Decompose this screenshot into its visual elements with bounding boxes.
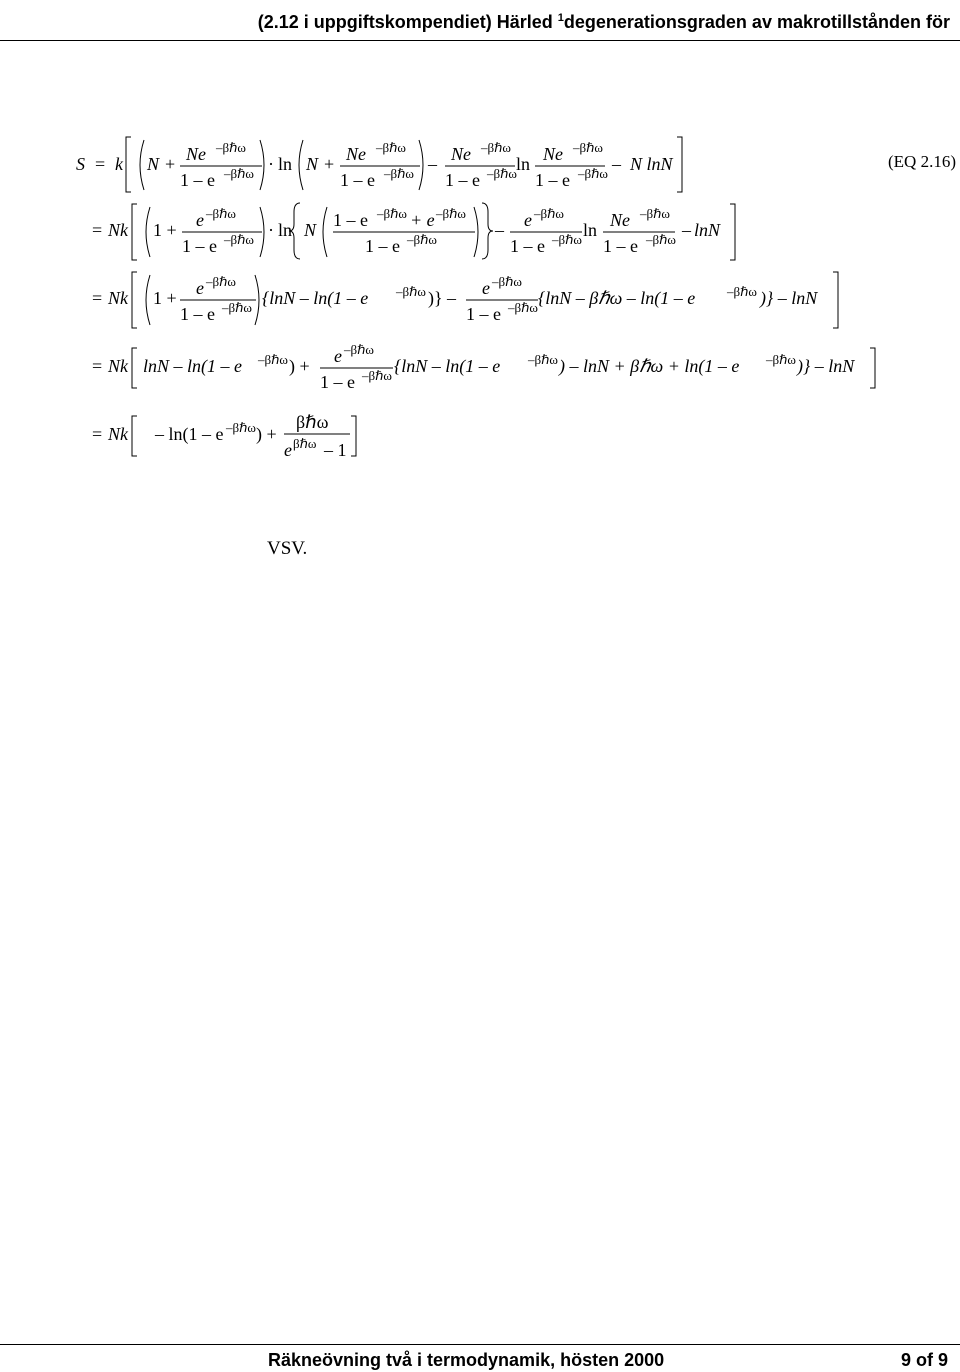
minus-sign: – — [447, 288, 456, 308]
header-suffix: degenerationsgraden av makrotillstånden för — [563, 12, 950, 32]
left-paren — [299, 140, 303, 190]
equation-line-4 — [92, 342, 875, 392]
plus-sign: + — [165, 154, 176, 174]
factor-Nk: Nk — [108, 424, 128, 444]
exponent: –βℏω — [384, 166, 414, 181]
fraction-denominator: 1 – e — [510, 236, 545, 256]
left-bracket — [126, 137, 131, 192]
factor-Nk: Nk — [108, 220, 128, 240]
exponent: –βℏω — [226, 420, 256, 435]
exponent: –βℏω — [552, 232, 582, 247]
page-number: 9 of 9 — [900, 1350, 948, 1370]
exponent: –βℏω — [487, 166, 517, 181]
exponent: –βℏω — [377, 206, 407, 221]
fraction-numerator: Ne — [451, 144, 471, 164]
exponent: –βℏω — [206, 274, 236, 289]
ln-n: lnN — [694, 220, 721, 240]
minus-sign: – — [495, 220, 504, 240]
expression-part: {lnN – ln(1 – e — [394, 356, 501, 376]
ln-operator: ln — [583, 220, 598, 240]
right-brace — [482, 203, 493, 259]
right-bracket — [833, 272, 838, 328]
equation-line-5 — [92, 412, 356, 460]
factor-Nk: Nk — [108, 288, 128, 308]
right-paren — [260, 140, 264, 190]
expression-part: – ln(1 – e — [155, 424, 224, 444]
fraction-numerator: Ne — [543, 144, 563, 164]
dot-operator: · — [268, 220, 274, 240]
numerator-part: 1 – e — [333, 210, 368, 230]
brace-expression: {lnN – ln(1 – e — [262, 288, 369, 308]
constant-k: k — [115, 154, 123, 174]
right-paren — [419, 140, 423, 190]
left-paren — [146, 275, 150, 325]
exponent: βℏω — [293, 436, 317, 451]
fraction-numerator: e — [524, 210, 532, 230]
equation-label: (EQ 2.16) — [888, 152, 956, 171]
equation-line-1 — [76, 137, 682, 192]
footer-title: Räkneövning två i termodynamik, hösten 2000 — [268, 1350, 665, 1370]
left-paren — [140, 140, 144, 190]
header-superscript: 1 — [557, 12, 564, 24]
one-plus: 1 + — [153, 220, 177, 240]
ln-operator: ln — [278, 220, 293, 240]
n-ln-n: N lnN — [630, 154, 673, 174]
fraction-denominator: 1 – e — [445, 170, 480, 190]
fraction-denominator: – 1 — [324, 440, 347, 460]
right-bracket — [677, 137, 682, 192]
equals-sign: = — [92, 288, 103, 308]
exponent: –βℏω — [528, 352, 558, 367]
equation-line-2 — [92, 203, 735, 260]
fraction-numerator: e — [334, 346, 342, 366]
var-N: N — [147, 154, 160, 174]
exponent: –βℏω — [376, 140, 406, 155]
plus-sign: + — [324, 154, 335, 174]
exponent: –βℏω — [492, 274, 522, 289]
right-bracket — [351, 416, 356, 456]
ln-operator: ln — [278, 154, 293, 174]
fraction-numerator: e — [482, 278, 490, 298]
right-bracket — [730, 204, 735, 260]
fraction-denominator: 1 – e — [340, 170, 375, 190]
lhs-S: S — [76, 154, 85, 174]
exponent: –βℏω — [640, 206, 670, 221]
minus-sign: – — [682, 220, 691, 240]
expression-part: lnN – ln(1 – e — [143, 356, 242, 376]
exponent: –βℏω — [224, 232, 254, 247]
fraction-denominator: 1 – e — [365, 236, 400, 256]
exponent: –βℏω — [646, 232, 676, 247]
exponent: –βℏω — [407, 232, 437, 247]
tail-expression: )} – lnN — [797, 356, 855, 376]
ln-operator: ln — [516, 154, 531, 174]
left-bracket — [132, 348, 137, 388]
left-bracket — [132, 416, 137, 456]
brace-expression: {lnN – βℏω – ln(1 – e — [538, 288, 696, 308]
equals-sign: = — [95, 154, 106, 174]
exponent: –βℏω — [766, 352, 796, 367]
exponent: –βℏω — [534, 206, 564, 221]
fraction-denominator: e — [284, 440, 292, 460]
numerator-part: + e — [410, 210, 435, 230]
equals-sign: = — [92, 220, 103, 240]
fraction-numerator: βℏω — [296, 412, 329, 432]
close-plus: ) + — [289, 356, 310, 376]
dot-operator: · — [268, 154, 274, 174]
tail-expression: )} – lnN — [760, 288, 818, 308]
var-N: N — [304, 220, 317, 240]
exponent: –βℏω — [258, 352, 288, 367]
fraction-denominator: 1 – e — [466, 304, 501, 324]
exponent: –βℏω — [224, 166, 254, 181]
close-plus: ) + — [256, 424, 277, 444]
var-N: N — [306, 154, 319, 174]
minus-sign: – — [612, 154, 621, 174]
exponent: –βℏω — [436, 206, 466, 221]
factor-Nk: Nk — [108, 356, 128, 376]
left-brace — [289, 203, 300, 259]
exponent: –βℏω — [362, 368, 392, 383]
equals-sign: = — [92, 356, 103, 376]
one-plus: 1 + — [153, 288, 177, 308]
minus-sign: – — [428, 154, 437, 174]
header-prefix: (2.12 i uppgiftskompendiet) Härled — [257, 12, 558, 32]
fraction-denominator: 1 – e — [180, 304, 215, 324]
left-paren — [323, 207, 327, 257]
brace-close: )} — [428, 288, 443, 308]
exponent: –βℏω — [573, 140, 603, 155]
footer-rule — [0, 1344, 960, 1345]
exponent: –βℏω — [344, 342, 374, 357]
left-bracket — [132, 272, 137, 328]
fraction-denominator: 1 – e — [603, 236, 638, 256]
equation-line-3 — [92, 272, 838, 328]
fraction-denominator: 1 – e — [182, 236, 217, 256]
expression-part: ) – lnN + βℏω + ln(1 – e — [559, 356, 740, 376]
fraction-numerator: e — [196, 278, 204, 298]
vsv-note: VSV. — [267, 538, 308, 559]
fraction-numerator: e — [196, 210, 204, 230]
right-bracket — [870, 348, 875, 388]
equals-sign: = — [92, 424, 103, 444]
exponent: –βℏω — [481, 140, 511, 155]
left-paren — [146, 207, 150, 257]
fraction-numerator: Ne — [186, 144, 206, 164]
fraction-denominator: 1 – e — [535, 170, 570, 190]
fraction-numerator: Ne — [610, 210, 630, 230]
exponent: –βℏω — [578, 166, 608, 181]
equation-block — [0, 0, 960, 520]
exponent: –βℏω — [222, 300, 252, 315]
fraction-numerator: Ne — [346, 144, 366, 164]
exponent: –βℏω — [396, 284, 426, 299]
left-bracket — [132, 204, 137, 260]
fraction-denominator: 1 – e — [320, 372, 355, 392]
exponent: –βℏω — [216, 140, 246, 155]
exponent: –βℏω — [508, 300, 538, 315]
fraction-denominator: 1 – e — [180, 170, 215, 190]
exponent: –βℏω — [727, 284, 757, 299]
exponent: –βℏω — [206, 206, 236, 221]
